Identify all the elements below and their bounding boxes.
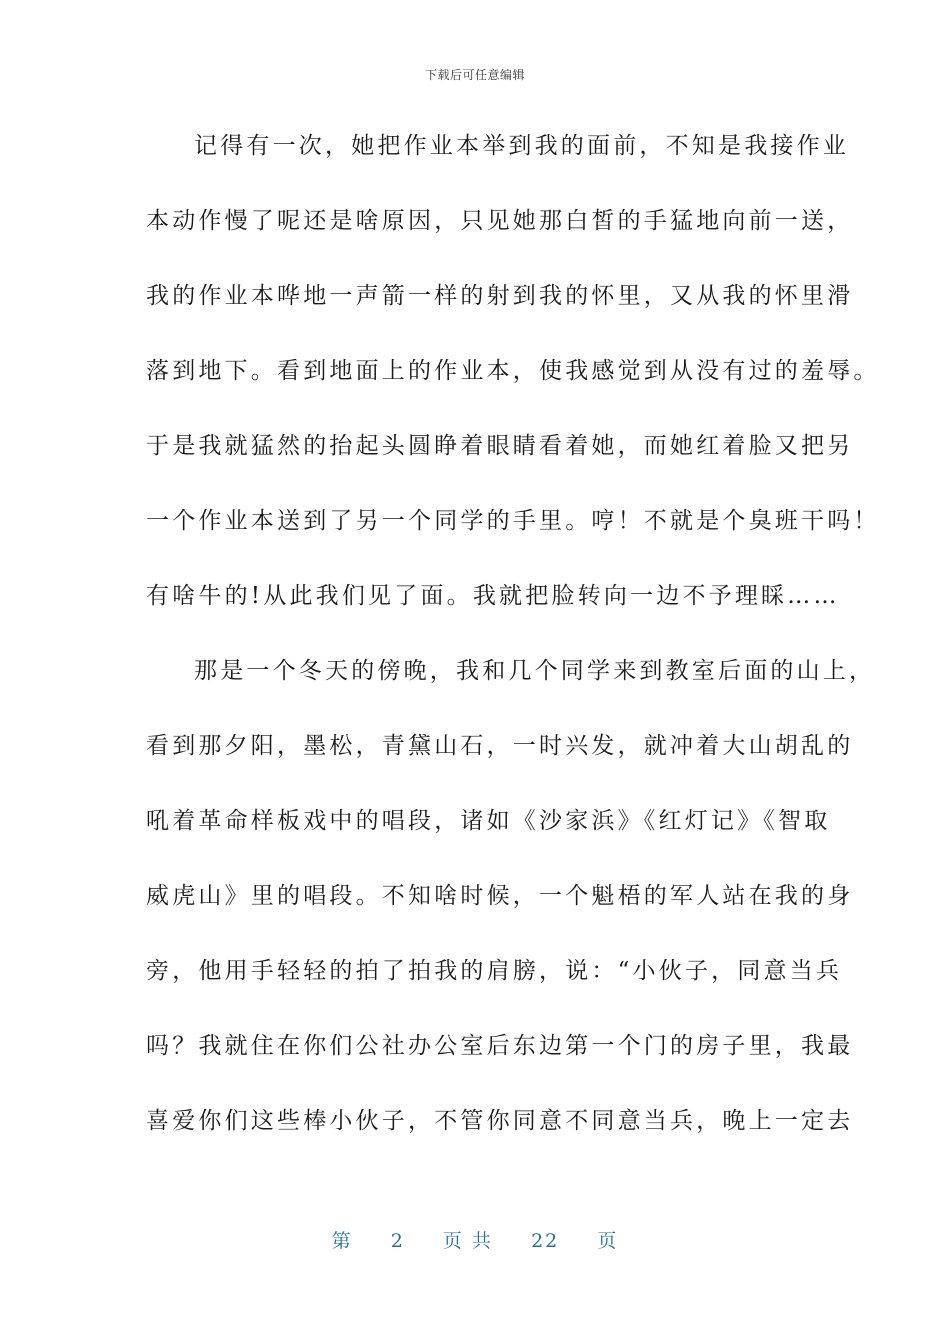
text-line: 一个作业本送到了另一个同学的手里。哼！不就是个臭班干吗！ [146,508,880,534]
text-line: 我的作业本哗地一声箭一样的射到我的怀里，又从我的怀里滑 [146,283,854,309]
footer-suffix: 页 [597,1230,619,1252]
current-page-number: 2 [390,1230,405,1252]
text-line: 喜爱你们这些棒小伙子，不管你同意不同意当兵，晚上一定去 [146,1108,854,1134]
total-page-count: 22 [531,1230,560,1252]
text-line: 旁，他用手轻轻的拍了拍我的肩膀，说：“小伙子，同意当兵 [146,958,843,984]
text-line: 于是我就猛然的抬起头圆睁着眼睛看着她，而她红着脸又把另 [146,433,854,459]
text-line: 那是一个冬天的傍晚，我和几个同学来到教室后面的山上， [194,658,876,684]
text-line: 威虎山》里的唱段。不知啥时候，一个魁梧的军人站在我的身 [146,883,854,909]
page-header-note: 下载后可任意编辑 [424,68,525,82]
text-line: 看到那夕阳，墨松，青黛山石，一时兴发，就冲着大山胡乱的 [146,733,854,759]
body-text [146,127,880,1177]
footer-prefix: 第 [331,1230,353,1252]
text-line: 有啥牛的!从此我们见了面。我就把脸转向一边不予理睬…… [146,583,840,609]
text-line: 吗？我就住在你们公社办公室后东边第一个门的房子里，我最 [146,1033,854,1059]
text-line: 本动作慢了呢还是啥原因，只见她那白皙的手猛地向前一送， [146,208,854,234]
text-line: 落到地下。看到地面上的作业本，使我感觉到从没有过的羞辱。 [146,358,880,384]
text-line: 记得有一次，她把作业本举到我的面前，不知是我接作业 [194,133,849,159]
page-footer [0,1226,950,1253]
text-line: 吼着革命样板戏中的唱段，诸如《沙家浜》《红灯记》《智取 [146,808,831,834]
footer-middle: 页 共 [442,1230,493,1252]
